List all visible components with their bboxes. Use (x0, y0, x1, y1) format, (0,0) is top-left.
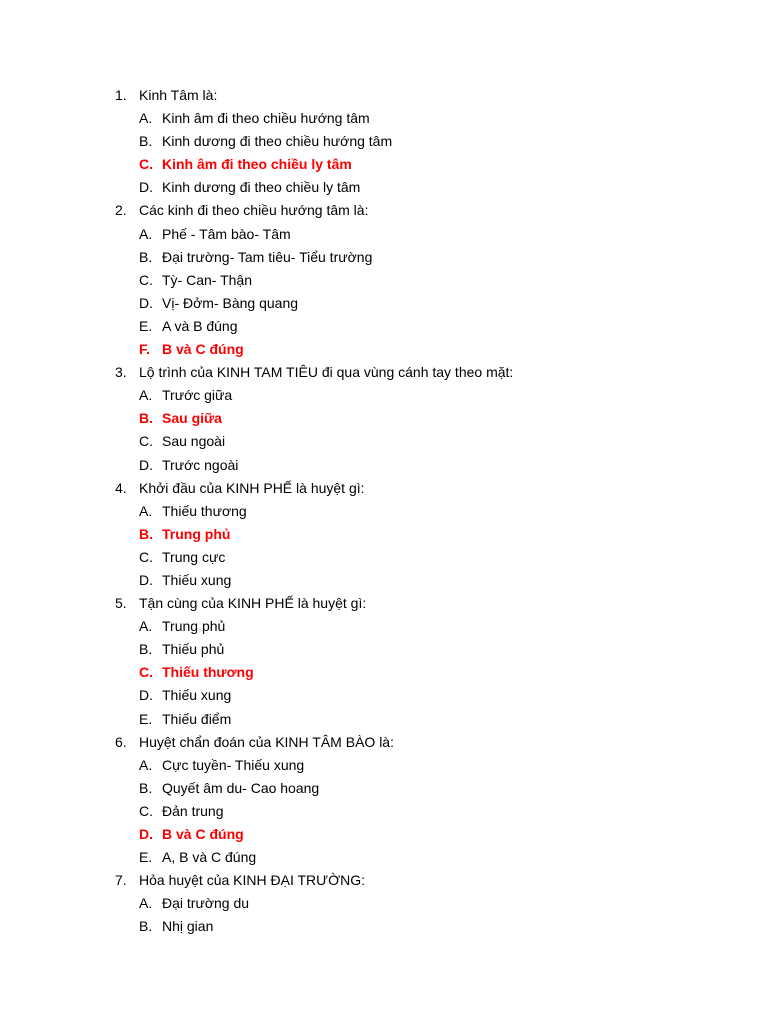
option-letter: E. (139, 849, 153, 866)
option-letter: A. (139, 387, 153, 404)
answer-option (0, 246, 768, 269)
option-letter: D. (139, 179, 153, 196)
option-text: Đại trường- Tam tiêu- Tiểu trường (162, 248, 373, 265)
question-6 (0, 731, 768, 754)
answer-option (0, 892, 768, 915)
option-letter: D. (139, 294, 153, 311)
option-text: Kinh dương đi theo chiều hướng tâm (162, 133, 393, 150)
answer-option-correct (0, 407, 768, 430)
option-letter: D. (139, 826, 153, 842)
option-letter: B. (139, 641, 153, 658)
answer-option-correct (0, 661, 768, 684)
option-text: Thiếu phủ (162, 641, 225, 658)
question-number: 2. (115, 202, 127, 219)
option-text: Kinh âm đi theo chiều hướng tâm (162, 110, 370, 127)
question-text: Hỏa huyệt của KINH ĐẠI TRƯỜNG: (139, 872, 365, 889)
option-letter: D. (139, 571, 153, 588)
answer-option (0, 384, 768, 407)
option-letter: B. (139, 525, 153, 542)
option-text: Nhị gian (162, 918, 214, 935)
question-5 (0, 592, 768, 615)
answer-option (0, 684, 768, 707)
answer-option (0, 292, 768, 315)
answer-option (0, 454, 768, 477)
question-number: 6. (115, 733, 127, 750)
answer-option-correct (0, 823, 768, 846)
option-text: Quyết âm du- Cao hoang (162, 779, 320, 796)
option-text: Tỳ- Can- Thận (162, 271, 252, 288)
option-letter: C. (139, 156, 153, 173)
option-text: Sau ngoài (162, 433, 226, 450)
question-7 (0, 869, 768, 892)
option-text: Thiếu xung (162, 571, 232, 588)
answer-option (0, 569, 768, 592)
answer-option (0, 615, 768, 638)
question-text: Kinh Tâm là: (139, 87, 218, 103)
question-number: 4. (115, 479, 127, 496)
option-letter: C. (139, 664, 153, 681)
question-text: Tận cùng của KINH PHẾ là huyệt gì: (139, 595, 367, 612)
option-letter: C. (139, 433, 153, 450)
option-text: Trước ngoài (162, 456, 239, 473)
question-1 (0, 84, 768, 107)
answer-option (0, 708, 768, 731)
option-letter: A. (139, 502, 153, 519)
option-letter: B. (139, 918, 153, 935)
question-4 (0, 477, 768, 500)
option-letter: C. (139, 802, 153, 819)
question-number: 3. (115, 364, 127, 381)
option-letter: B. (139, 779, 153, 796)
answer-option (0, 223, 768, 246)
answer-option (0, 846, 768, 869)
question-number: 7. (115, 872, 127, 889)
option-text: Đản trung (162, 802, 224, 819)
option-text: Trước giữa (162, 387, 233, 404)
option-text: Trung cực (162, 548, 226, 565)
option-letter: A. (139, 110, 153, 127)
question-text: Huyệt chẩn đoán của KINH TÂM BÀO là: (139, 733, 394, 750)
option-text: Sau giữa (162, 410, 222, 427)
answer-option-correct (0, 153, 768, 176)
option-letter: E. (139, 317, 153, 334)
option-text: A và B đúng (162, 317, 238, 334)
option-text: Thiếu xung (162, 687, 232, 704)
question-text: Các kinh đi theo chiều hướng tâm là: (139, 202, 369, 219)
option-text: Đại trường du (162, 895, 250, 912)
answer-option (0, 315, 768, 338)
answer-option (0, 754, 768, 777)
option-text: Thiếu điểm (162, 710, 232, 727)
option-text: Thiếu thương (162, 664, 254, 681)
answer-option (0, 546, 768, 569)
option-text: B và C đúng (162, 341, 244, 358)
option-text: Kinh dương đi theo chiều ly tâm (162, 179, 361, 196)
answer-option-correct (0, 338, 768, 361)
option-letter: A. (139, 618, 153, 635)
option-letter: C. (139, 548, 153, 565)
option-text: Cực tuyền- Thiếu xung (162, 756, 305, 773)
answer-option (0, 176, 768, 199)
option-text: Kinh âm đi theo chiều ly tâm (162, 156, 352, 173)
answer-option (0, 800, 768, 823)
option-text: Trung phủ (162, 618, 226, 635)
answer-option (0, 777, 768, 800)
option-text: Thiếu thương (162, 502, 247, 519)
question-2 (0, 199, 768, 222)
answer-option (0, 130, 768, 153)
option-letter: D. (139, 456, 153, 473)
document-page (0, 84, 768, 938)
option-letter: A. (139, 225, 153, 242)
question-number: 5. (115, 595, 127, 612)
option-text: Phế - Tâm bào- Tâm (162, 225, 291, 242)
question-number: 1. (115, 87, 127, 103)
option-text: Trung phủ (162, 525, 231, 542)
answer-option (0, 638, 768, 661)
option-text: B và C đúng (162, 826, 244, 842)
option-letter: B. (139, 133, 153, 150)
question-3 (0, 361, 768, 384)
option-letter: A. (139, 756, 153, 773)
question-text: Lộ trình của KINH TAM TIÊU đi qua vùng cánh tay theo mặt: (139, 364, 514, 381)
answer-option (0, 269, 768, 292)
option-letter: B. (139, 410, 153, 427)
answer-option (0, 107, 768, 130)
option-letter: A. (139, 895, 153, 912)
option-text: A, B và C đúng (162, 849, 257, 866)
question-text: Khởi đầu của KINH PHẾ là huyệt gì: (139, 479, 365, 496)
option-letter: E. (139, 710, 153, 727)
option-letter: F. (139, 341, 150, 358)
answer-option (0, 915, 768, 938)
option-letter: D. (139, 687, 153, 704)
answer-option (0, 500, 768, 523)
option-letter: C. (139, 271, 153, 288)
option-letter: B. (139, 248, 153, 265)
answer-option-correct (0, 523, 768, 546)
option-text: Vị- Đởm- Bàng quang (162, 294, 299, 311)
answer-option (0, 430, 768, 453)
